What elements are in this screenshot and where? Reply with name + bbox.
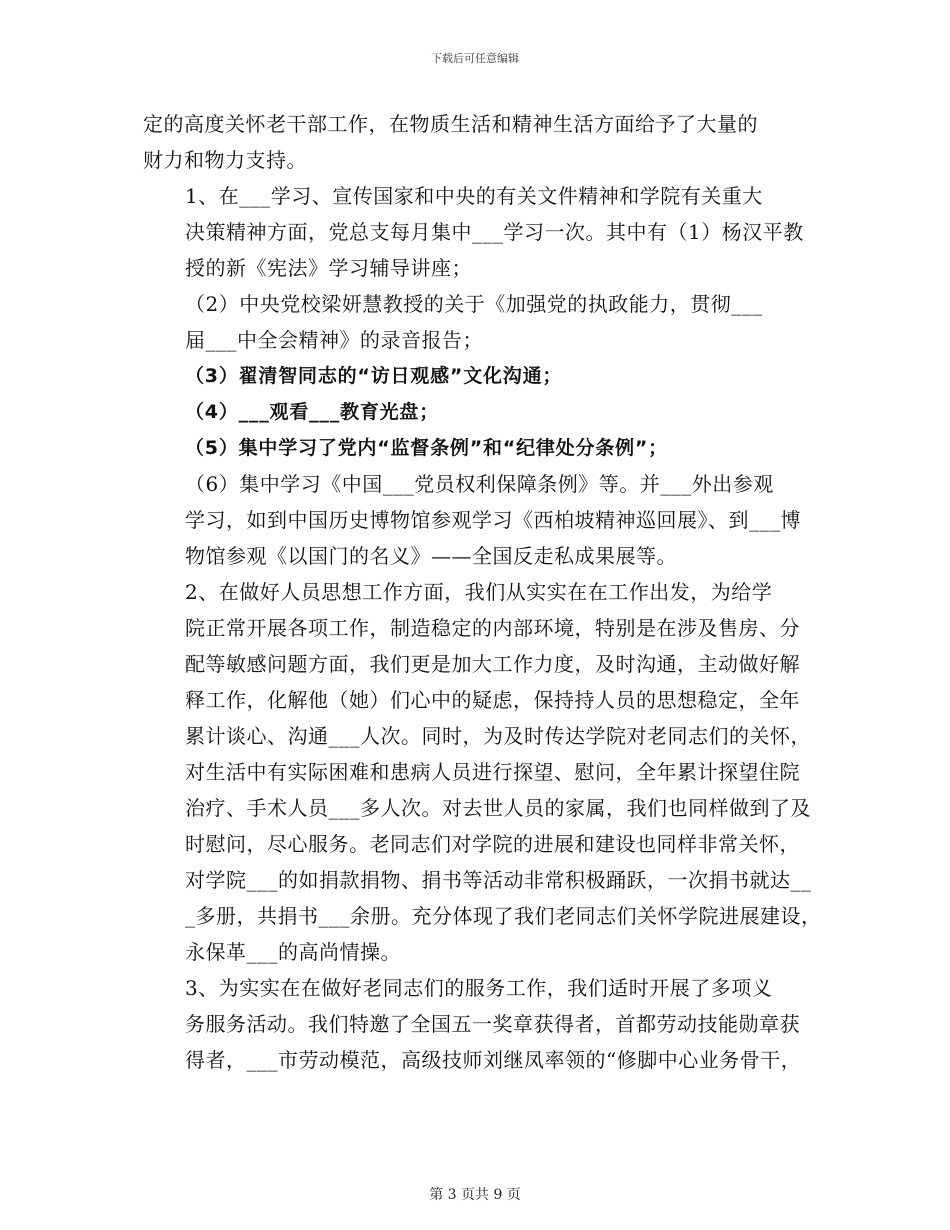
paragraph-subitem-3 bbox=[143, 358, 803, 394]
text-line: 累计谈心、沟通___人次。同时，为及时传达学院对老同志们的关怀， bbox=[185, 724, 811, 748]
text-line: 1、在___学习、宣传国家和中央的有关文件精神和学院有关重大 bbox=[185, 184, 763, 208]
text-line: 对学院___的如捐款捐物、捐书等活动非常积极踊跃，一次捐书就达__ bbox=[185, 868, 812, 892]
text-line: 3、为实实在在做好老同志们的服务工作，我们适时开展了多项义 bbox=[185, 976, 773, 1000]
page-number-footer: 第 3 页共 9 页 bbox=[429, 1187, 521, 1203]
paragraph-subitem-2 bbox=[143, 286, 803, 358]
text-line: 院正常开展各项工作，制造稳定的内部环境，特别是在涉及售房、分 bbox=[185, 616, 800, 640]
text-line: （4）___观看___教育光盘； bbox=[185, 401, 440, 423]
text-line: 2、在做好人员思想工作方面，我们从实实在在工作出发，为给学 bbox=[185, 580, 773, 604]
text-line: 得者，___市劳动模范，高级技师刘继凤率领的“修脚中心业务骨干， bbox=[185, 1048, 802, 1072]
text-line: _多册，共捐书___余册。充分体现了我们老同志们关怀学院进展建设， bbox=[185, 904, 822, 928]
text-line: 届___中全会精神》的录音报告； bbox=[185, 328, 483, 352]
paragraph-item-3 bbox=[143, 970, 803, 1078]
text-line: （2）中央党校梁妍慧教授的关于《加强党的执政能力，贯彻___ bbox=[185, 292, 763, 316]
text-line: 对生活中有实际困难和患病人员进行探望、慰问，全年累计探望住院 bbox=[185, 760, 800, 784]
text-line: 务服务活动。我们特邀了全国五一奖章获得者，首都劳动技能勋章获 bbox=[185, 1012, 800, 1036]
text-line: 时慰问，尽心服务。老同志们对学院的进展和建设也同样非常关怀， bbox=[185, 832, 800, 856]
text-line: （6）集中学习《中国___党员权利保障条例》等。并___外出参观 bbox=[185, 472, 774, 496]
text-line: 定的高度关怀老干部工作，在物质生活和精神生活方面给予了大量的 bbox=[143, 112, 758, 136]
text-line: 学习，如到中国历史博物馆参观学习《西柏坡精神巡回展》、到___博 bbox=[185, 508, 801, 532]
text-line: （5）集中学习了党内“监督条例”和“纪律处分条例”； bbox=[185, 437, 668, 459]
text-line: 治疗、手术人员___多人次。对去世人员的家属，我们也同样做到了及 bbox=[185, 796, 811, 820]
paragraph-item-1 bbox=[143, 178, 803, 286]
document-body bbox=[143, 106, 822, 1078]
text-line: 授的新《宪法》学习辅导讲座； bbox=[185, 256, 472, 280]
paragraph-item-2 bbox=[143, 574, 822, 970]
text-line: 决策精神方面，党总支每月集中___学习一次。其中有（1）杨汉平教 bbox=[185, 220, 804, 244]
text-line: （3）翟清智同志的“访日观感”文化沟通； bbox=[185, 365, 563, 387]
text-line: 财力和物力支持。 bbox=[143, 148, 307, 172]
page-header: 下载后可任意编辑 bbox=[431, 52, 519, 65]
paragraph-subitem-6 bbox=[143, 466, 803, 574]
paragraph-intro-continuation bbox=[143, 106, 803, 178]
text-line: 永保革___的高尚情操。 bbox=[185, 940, 401, 964]
text-line: 释工作，化解他（她）们心中的疑虑，保持持人员的思想稳定，全年 bbox=[185, 688, 800, 712]
paragraph-subitem-5 bbox=[143, 430, 803, 466]
text-line: 配等敏感问题方面，我们更是加大工作力度，及时沟通，主动做好解 bbox=[185, 652, 800, 676]
text-line: 物馆参观《以国门的名义》——全国反走私成果展等。 bbox=[185, 544, 677, 568]
paragraph-subitem-4 bbox=[143, 394, 803, 430]
